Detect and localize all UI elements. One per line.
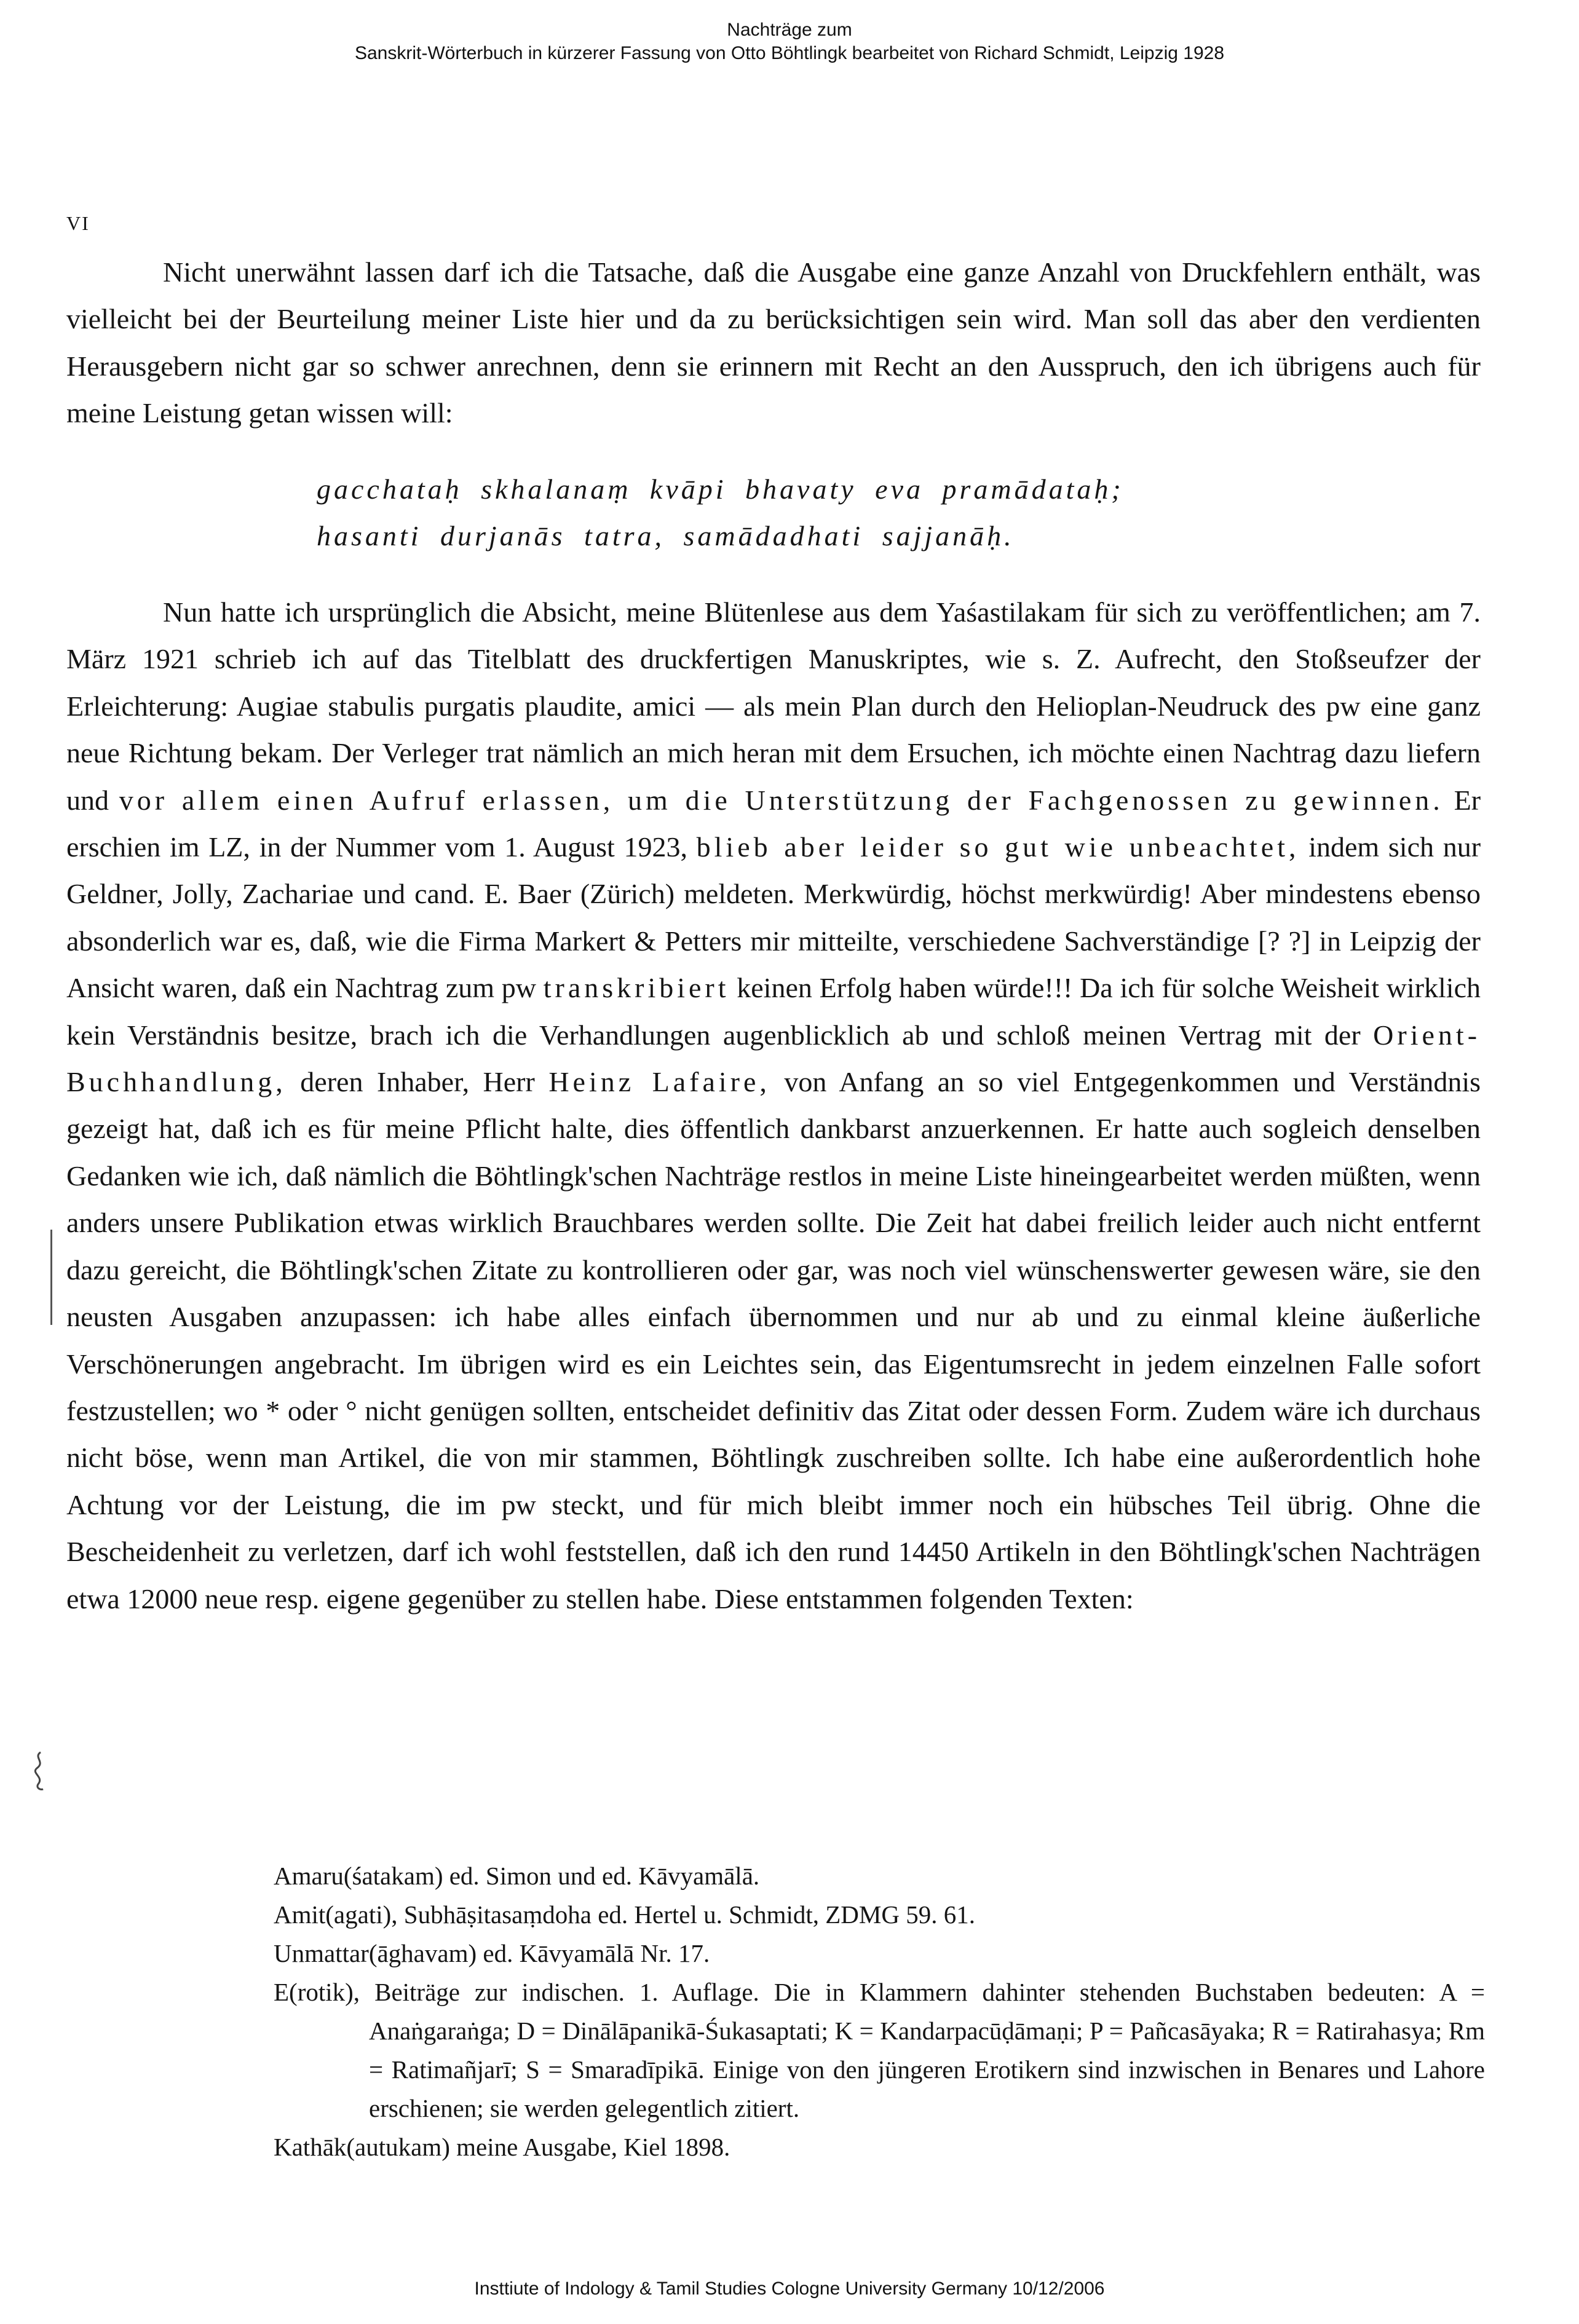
verse-line-1: gacchataḥ skhalanaṃ kvāpi bhavaty eva pramādataḥ; [317,473,1124,505]
p2-text-3: indem sich nur Geldner, Jolly, Zachariae und cand. E. Baer (Zürich) meldeten. Merkwürdig, höchst merkwürdig! Aber mindestens ebenso absonderlich war es, daß, wie die Firma Markert & Petters mir mitteilte, verschiedene Sachverständige [? ?] in Leipzig der Ansicht waren, daß ein Nachtrag zum pw [66,831,1481,1004]
p2-text-2: Er erschien im LZ, in der Nummer vom 1. August 1923, [66,784,1481,863]
paragraph-1 [66,249,1481,437]
source-item: Amit(agati), Subhāṣitasaṃdoha ed. Hertel u. Schmidt, ZDMG 59. 61. [274,1900,975,1929]
margin-line [50,1230,52,1325]
p2-text-5: deren Inhaber, Herr [300,1066,535,1098]
source-item: Unmattar(āghavam) ed. Kāvyamālā Nr. 17. [274,1939,710,1967]
verse [317,466,1124,559]
footer-credit: Insttiute of Indology & Tamil Studies Cologne University Germany 10/12/2006 [474,2279,1105,2299]
p2-text-6: von Anfang an so viel Entgegenkommen und Verständnis gezeigt hat, daß ich es für meine Pflicht halte, dies öffentlich dankbarst anzuerkennen. Er hatte auch sogleich denselben Gedanken wie ich, daß nämlich die Böhtlingk'schen Nachträge restlos in meine Liste hineingearbeitet werden müßten, wenn anders unsere Publikation etwas wirklich Brauchbares werden sollte. Die Zeit hat dabei freilich leider auch nicht entfernt dazu gereicht, die Böhtlingk'schen Zitate zu kontrollieren oder gar, was noch viel wünschenswerter gewesen wäre, sie den neusten Ausgaben anzupassen: ich habe alles einfach übernommen und nur ab und zu einmal kleine äußerliche Verschönerungen angebracht. Im übrigen wird es ein Leichtes sein, das Eigentumsrecht in jedem einzelnen Falle sofort festzustellen; wo * oder ° nicht genügen sollten, entscheidet definitiv das Zitat oder dessen Form. Zudem wäre ich durchaus nicht böse, wenn man Artikel, die von mir stammen, Böhtlingk zuschreiben sollte. Ich habe eine außerordentlich hohe Achtung vor der Leistung, die im pw steckt, und für mich bleibt immer noch ein hübsches Teil übrig. Ohne die Bescheidenheit zu verletzen, darf ich wohl feststellen, daß ich den rund 14450 Artikeln in den Böhtlingk'schen Nachträgen etwa 12000 neue resp. eigene gegenüber zu stellen habe. Diese entstammen folgenden Texten: [66,1066,1481,1615]
paragraph-1-text: Nicht unerwähnt lassen darf ich die Tatsache, daß die Ausgabe eine ganze Anzahl von Druckfehlern enthält, was vielleicht bei der Beurteilung meiner Liste hier und da zu berücksichtigen sein wird. Man soll das aber den verdienten Herausgebern nicht gar so schwer anrechnen, denn sie erinnern mit Recht an den Ausspruch, den ich übrigens auch für meine Leistung getan wissen will: [66,256,1481,429]
source-list [274,1857,1485,2167]
spaced-text-aufruf: vor allem einen Aufruf erlassen, um die Unterstützung der Fachgenossen zu gewinnen. [119,784,1444,816]
verse-line-2: hasanti durjanās tatra, samādadhati sajjanāḥ. [317,520,1015,551]
paragraph-2 [66,589,1481,1622]
page-number: VI [66,212,90,234]
spaced-text-publisher: Orient-Buchhandlung, [66,1019,1481,1098]
p2-text-4: keinen Erfolg haben würde!!! Da ich für solche Weisheit wirklich kein Verständnis besitze, brach ich die Verhandlungen augenblicklich ab und schloß meinen Vertrag mit der [66,972,1481,1051]
header-title: Nachträge zum [727,20,852,40]
source-item: Amaru(śatakam) ed. Simon und ed. Kāvyamālā. [274,1862,760,1890]
spaced-text-unbeachtet: blieb aber leider so gut wie unbeachtet, [696,831,1300,863]
header-subtitle: Sanskrit-Wörterbuch in kürzerer Fassung von Otto Böhtlingk bearbeitet von Richard Schmidt, Leipzig 1928 [354,43,1225,63]
paragraph-2-text [66,589,1481,1622]
spaced-text-owner: Heinz Lafaire, [548,1066,770,1098]
p2-text-1: Nun hatte ich ursprünglich die Absicht, meine Blütenlese aus dem Yaśastilakam für sich zu veröffentlichen; am 7. März 1921 schrieb ich auf das Titelblatt des druckfertigen Manuskriptes, wie s. Z. Aufrecht, den Stoßseufzer der Erleichterung: Augiae stabulis purgatis plaudite, amici — als mein Plan durch den Helioplan-Neudruck des pw eine ganz neue Richtung bekam. Der Verleger trat nämlich an mich heran mit dem Ersuchen, ich möchte einen Nachtrag dazu liefern und [66,596,1481,816]
source-item: Kathāk(autukam) meine Ausgabe, Kiel 1898. [274,2133,730,2161]
source-item: E(rotik), Beiträge zur indischen. 1. Auflage. Die in Klammern dahinter stehenden Buchstaben bedeuten: A = Anaṅgaraṅga; D = Dinālāpanikā-Śukasaptati; K = Kandarpacūḍāmaṇi; P = Pañcasāyaka; R = Ratirahasya; Rm = Ratimañjarī; S = Smaradīpikā. Einige von den jüngeren Erotikern sind inzwischen in Benares und Lahore erschienen; sie werden gelegentlich zitiert. [274,1978,1485,2122]
margin-annotation-icon [27,1750,52,1793]
spaced-text-transkribiert: transkribiert [543,972,730,1004]
